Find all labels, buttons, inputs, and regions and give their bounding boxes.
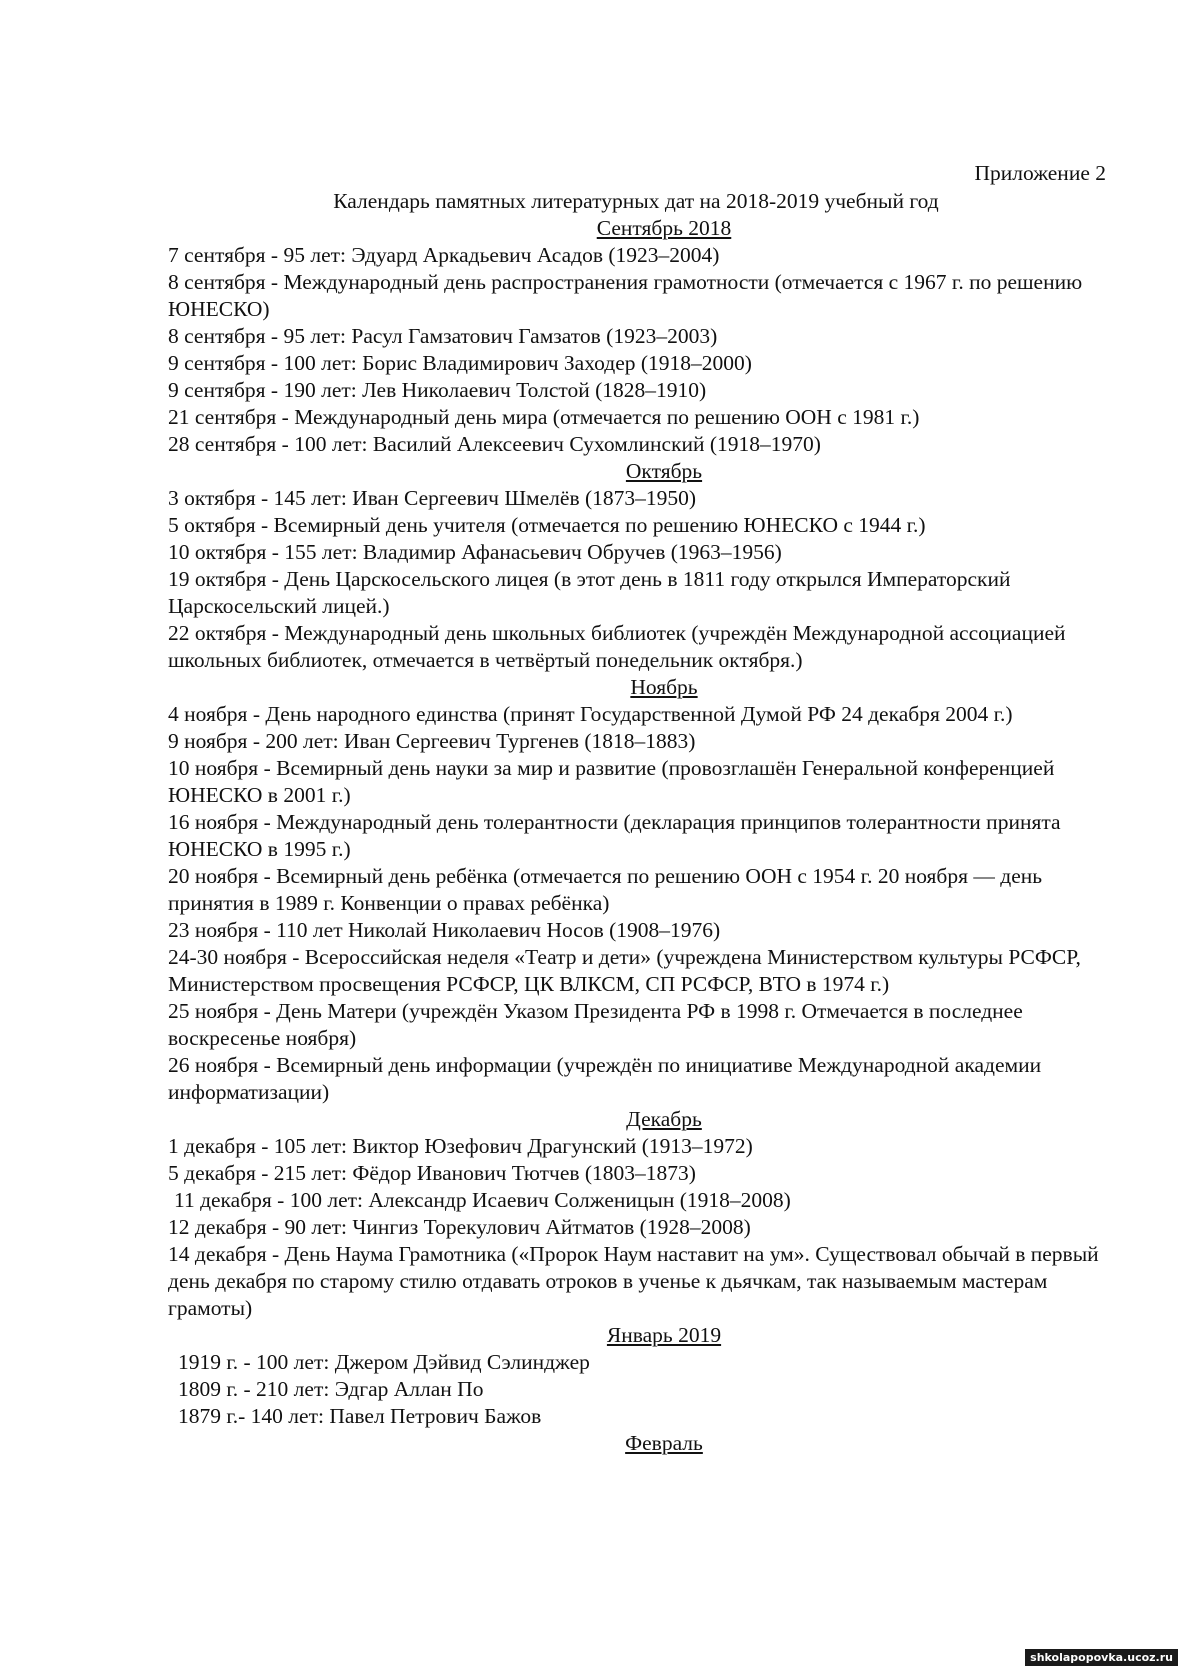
section-november (168, 674, 1108, 1106)
list-item: 14 декабря - День Наума Грамотника («Пророк Наум наставит на ум». Существовал обычай в первый день декабря по старому стилю отдавать отроков в ученье к дьячкам, так называемым мастерам грамоты) (168, 1242, 1099, 1320)
list-item: 8 сентября - 95 лет: Расул Гамзатович Гамзатов (1923–2003) (168, 324, 718, 348)
list-item: 11 декабря - 100 лет: Александр Исаевич Солженицын (1918–2008) (174, 1188, 791, 1212)
list-item: 23 ноября - 110 лет Николай Николаевич Носов (1908–1976) (168, 918, 721, 942)
list-item: 24-30 ноября - Всероссийская неделя «Театр и дети» (учреждена Министерством культуры РСФСР, Министерством просвещения РСФСР, ЦК ВЛКСМ, СП РСФСР, ВТО в 1974 г.) (168, 945, 1081, 996)
list-item: 20 ноября - Всемирный день ребёнка (отмечается по решению ООН с 1954 г. 20 ноября — день принятия в 1989 г. Конвенции о правах ребёнка) (168, 864, 1043, 915)
list-item: 10 ноября - Всемирный день науки за мир и развитие (провозглашён Генеральной конференцией ЮНЕСКО в 2001 г.) (168, 756, 1055, 807)
month-heading: Сентябрь 2018 (596, 216, 732, 240)
section-december (168, 1106, 1108, 1322)
month-heading: Январь 2019 (606, 1323, 722, 1347)
list-item: 26 ноября - Всемирный день информации (учреждён по инициативе Международной академии информатизации) (168, 1053, 1042, 1104)
month-heading: Декабрь (626, 1107, 702, 1131)
calendar-content (168, 215, 1108, 1457)
list-item: 16 ноября - Международный день толерантности (декларация принципов толерантности принята ЮНЕСКО в 1995 г.) (168, 810, 1061, 861)
section-october (168, 458, 1108, 674)
list-item: 25 ноября - День Матери (учреждён Указом Президента РФ в 1998 г. Отмечается в последнее воскресенье ноября) (168, 999, 1023, 1050)
list-item: 5 октября - Всемирный день учителя (отмечается по решению ЮНЕСКО с 1944 г.) (168, 513, 926, 537)
month-heading: Ноябрь (630, 675, 698, 699)
list-item: 22 октября - Международный день школьных библиотек (учреждён Международной ассоциацией школьных библиотек, отмечается в четвёртый понедельник октября.) (168, 621, 1066, 672)
list-item: 10 октября - 155 лет: Владимир Афанасьевич Обручев (1963–1956) (168, 540, 782, 564)
watermark-url: shkolapopovka.ucoz.ru (1025, 1649, 1178, 1666)
month-heading: Февраль (625, 1431, 703, 1455)
list-item: 5 декабря - 215 лет: Фёдор Иванович Тютчев (1803–1873) (168, 1161, 696, 1185)
list-item: 1 декабря - 105 лет: Виктор Юзефович Драгунский (1913–1972) (168, 1134, 753, 1158)
list-item: 28 сентября - 100 лет: Василий Алексеевич Сухомлинский (1918–1970) (168, 432, 821, 456)
month-heading: Октябрь (625, 459, 703, 483)
list-item: 1919 г. - 100 лет: Джером Дэйвид Сэлинджер (178, 1350, 590, 1374)
list-item: 1879 г.- 140 лет: Павел Петрович Бажов (178, 1404, 542, 1428)
section-february (168, 1430, 1108, 1457)
list-item: 19 октября - День Царскосельского лицея (в этот день в 1811 году открылся Императорский Царскосельский лицей.) (168, 567, 1011, 618)
list-item: 7 сентября - 95 лет: Эдуард Аркадьевич Асадов (1923–2004) (168, 243, 720, 267)
list-item: 9 сентября - 190 лет: Лев Николаевич Толстой (1828–1910) (168, 378, 707, 402)
list-item: 8 сентября - Международный день распространения грамотности (отмечается с 1967 г. по решению ЮНЕСКО) (168, 270, 1083, 321)
list-item: 21 сентября - Международный день мира (отмечается по решению ООН с 1981 г.) (168, 405, 920, 429)
appendix-label: Приложение 2 (974, 161, 1106, 185)
section-january (168, 1322, 1108, 1430)
list-item: 9 ноября - 200 лет: Иван Сергеевич Тургенев (1818–1883) (168, 729, 696, 753)
section-september (168, 215, 1108, 458)
list-item: 9 сентября - 100 лет: Борис Владимирович Заходер (1918–2000) (168, 351, 752, 375)
list-item: 1809 г. - 210 лет: Эдгар Аллан По (178, 1377, 484, 1401)
list-item: 4 ноября - День народного единства (принят Государственной Думой РФ 24 декабря 2004 г.) (168, 702, 1013, 726)
list-item: 3 октября - 145 лет: Иван Сергеевич Шмелёв (1873–1950) (168, 486, 697, 510)
document-title: Календарь памятных литературных дат на 2018-2019 учебный год (333, 189, 939, 213)
list-item: 12 декабря - 90 лет: Чингиз Торекулович Айтматов (1928–2008) (168, 1215, 751, 1239)
